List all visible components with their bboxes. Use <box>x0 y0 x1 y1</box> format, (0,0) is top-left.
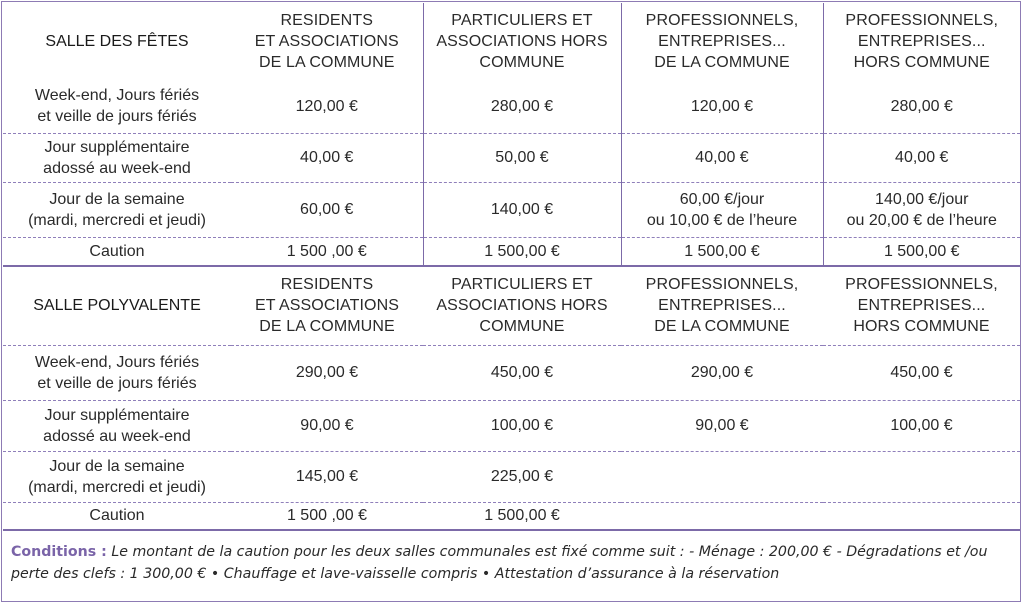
col-header-line: PROFESSIONNELS, <box>845 12 999 29</box>
row-label-line: adossé au week-end <box>43 427 191 445</box>
price-cell: 450,00 € <box>823 345 1020 400</box>
fetes-header-row <box>3 3 1020 80</box>
row-label-weekday <box>3 182 231 237</box>
table-row <box>3 451 1020 502</box>
price-cell <box>823 451 1020 502</box>
table-row <box>3 182 1020 237</box>
price-cell: 120,00 € <box>231 80 423 133</box>
table-row <box>3 237 1020 266</box>
table-row <box>3 80 1020 133</box>
row-label-deposit: Caution <box>3 237 231 266</box>
col-header-line: PROFESSIONNELS, <box>645 12 799 29</box>
price-cell: 290,00 € <box>231 345 423 400</box>
price-cell: 280,00 € <box>823 80 1020 133</box>
row-label-weekend <box>3 80 231 133</box>
row-label-weekend <box>3 345 231 400</box>
section-title-salle-des-fetes: SALLE DES FÊTES <box>45 33 189 50</box>
col-header-line: HORS COMMUNE <box>853 54 990 71</box>
price-cell: 1 500,00 € <box>621 237 823 266</box>
price-cell: 1 500,00 € <box>823 237 1020 266</box>
price-cell: 1 500,00 € <box>423 502 621 530</box>
col-header-pro-commune <box>621 266 823 345</box>
col-header-line: DE LA COMMUNE <box>258 54 395 71</box>
row-label-line: Week-end, Jours fériés <box>34 353 200 371</box>
row-label-extra-day <box>3 400 231 451</box>
col-header-line: RESIDENTS <box>280 276 374 294</box>
price-cell <box>823 182 1020 237</box>
price-cell: 225,00 € <box>423 451 621 502</box>
row-label-extra-day <box>3 133 231 182</box>
col-header-pro-hors-commune <box>823 3 1020 80</box>
row-label-line: Jour supplémentaire <box>44 138 190 156</box>
col-header-line: DE LA COMMUNE <box>259 318 395 336</box>
col-header-line: ASSOCIATIONS HORS <box>436 33 608 50</box>
col-header-line: ASSOCIATIONS HORS <box>436 297 608 315</box>
table-row <box>3 345 1020 400</box>
col-header-line: ENTREPRISES... <box>857 33 986 50</box>
price-cell: 290,00 € <box>621 345 823 400</box>
col-header-line: PROFESSIONNELS, <box>845 276 998 294</box>
price-line: ou 20,00 € de l’heure <box>846 211 997 229</box>
price-cell: 90,00 € <box>621 400 823 451</box>
price-line: ou 10,00 € de l’heure <box>646 211 798 229</box>
conditions-label: Conditions : <box>11 544 107 560</box>
col-header-line: PROFESSIONNELS, <box>645 276 799 294</box>
conditions-text: Le montant de la caution pour les deux salles communales est fixé comme suit : - Ménage : 200,00 € - Dégradations et /ou perte des clefs : 1 300,00 € • Chauffage et lave-vaisselle compris • Attestation d’assurance à la réservation <box>11 544 988 582</box>
price-line: 60,00 €/jour <box>679 190 765 208</box>
row-label-line: Jour supplémentaire <box>44 406 190 424</box>
price-line: 140,00 €/jour <box>875 190 969 208</box>
col-header-line: DE LA COMMUNE <box>654 54 790 71</box>
row-label-line: (mardi, mercredi et jeudi) <box>28 211 206 229</box>
price-cell <box>621 451 823 502</box>
col-header-line: COMMUNE <box>479 54 565 71</box>
polyvalente-header-row <box>3 266 1020 345</box>
col-header-line: PARTICULIERS ET <box>451 276 593 294</box>
tariff-table <box>3 3 1020 531</box>
row-label-line: Week-end, Jours fériés <box>34 87 200 105</box>
col-header-line: HORS COMMUNE <box>853 318 990 336</box>
col-header-line: ET ASSOCIATIONS <box>254 33 399 50</box>
row-label-weekday <box>3 451 231 502</box>
row-label-deposit: Caution <box>3 502 231 530</box>
price-cell: 100,00 € <box>823 400 1020 451</box>
row-label-line: et veille de jours fériés <box>37 108 197 126</box>
row-label-line: Jour de la semaine <box>49 457 185 475</box>
section-title-salle-polyvalente: SALLE POLYVALENTE <box>3 266 231 345</box>
price-cell: 90,00 € <box>231 400 423 451</box>
price-cell: 280,00 € <box>423 80 621 133</box>
table-row <box>3 133 1020 182</box>
col-header-line: ENTREPRISES... <box>658 33 786 50</box>
col-header-particuliers <box>423 266 621 345</box>
table-row <box>3 400 1020 451</box>
price-cell: 1 500 ,00 € <box>231 237 423 266</box>
price-cell <box>621 182 823 237</box>
price-cell: 50,00 € <box>423 133 621 182</box>
row-label-line: (mardi, mercredi et jeudi) <box>28 478 206 496</box>
col-header-pro-hors-commune <box>823 266 1020 345</box>
price-cell <box>621 502 823 530</box>
price-cell: 1 500,00 € <box>423 237 621 266</box>
price-cell: 140,00 € <box>423 182 621 237</box>
price-cell: 1 500 ,00 € <box>231 502 423 530</box>
price-cell: 40,00 € <box>823 133 1020 182</box>
col-header-residents <box>231 266 423 345</box>
col-header-line: ENTREPRISES... <box>857 297 986 315</box>
price-cell: 120,00 € <box>621 80 823 133</box>
col-header-line: PARTICULIERS ET <box>451 12 593 29</box>
price-cell: 100,00 € <box>423 400 621 451</box>
price-cell: 450,00 € <box>423 345 621 400</box>
table-row <box>3 502 1020 530</box>
col-header-line: DE LA COMMUNE <box>654 318 790 336</box>
row-label-line: et veille de jours fériés <box>37 374 197 392</box>
row-label-line: adossé au week-end <box>43 159 191 177</box>
col-header-line: ENTREPRISES... <box>658 297 786 315</box>
col-header-particuliers <box>423 3 621 80</box>
row-label-line: Jour de la semaine <box>49 190 185 208</box>
price-cell <box>823 502 1020 530</box>
price-cell: 40,00 € <box>621 133 823 182</box>
conditions-note <box>11 541 1016 585</box>
col-header-line: RESIDENTS <box>280 12 373 29</box>
col-header-residents <box>231 3 423 80</box>
col-header-line: ET ASSOCIATIONS <box>254 297 400 315</box>
price-cell: 145,00 € <box>231 451 423 502</box>
price-cell: 40,00 € <box>231 133 423 182</box>
col-header-line: COMMUNE <box>479 318 565 336</box>
col-header-pro-commune <box>621 3 823 80</box>
price-cell: 60,00 € <box>231 182 423 237</box>
